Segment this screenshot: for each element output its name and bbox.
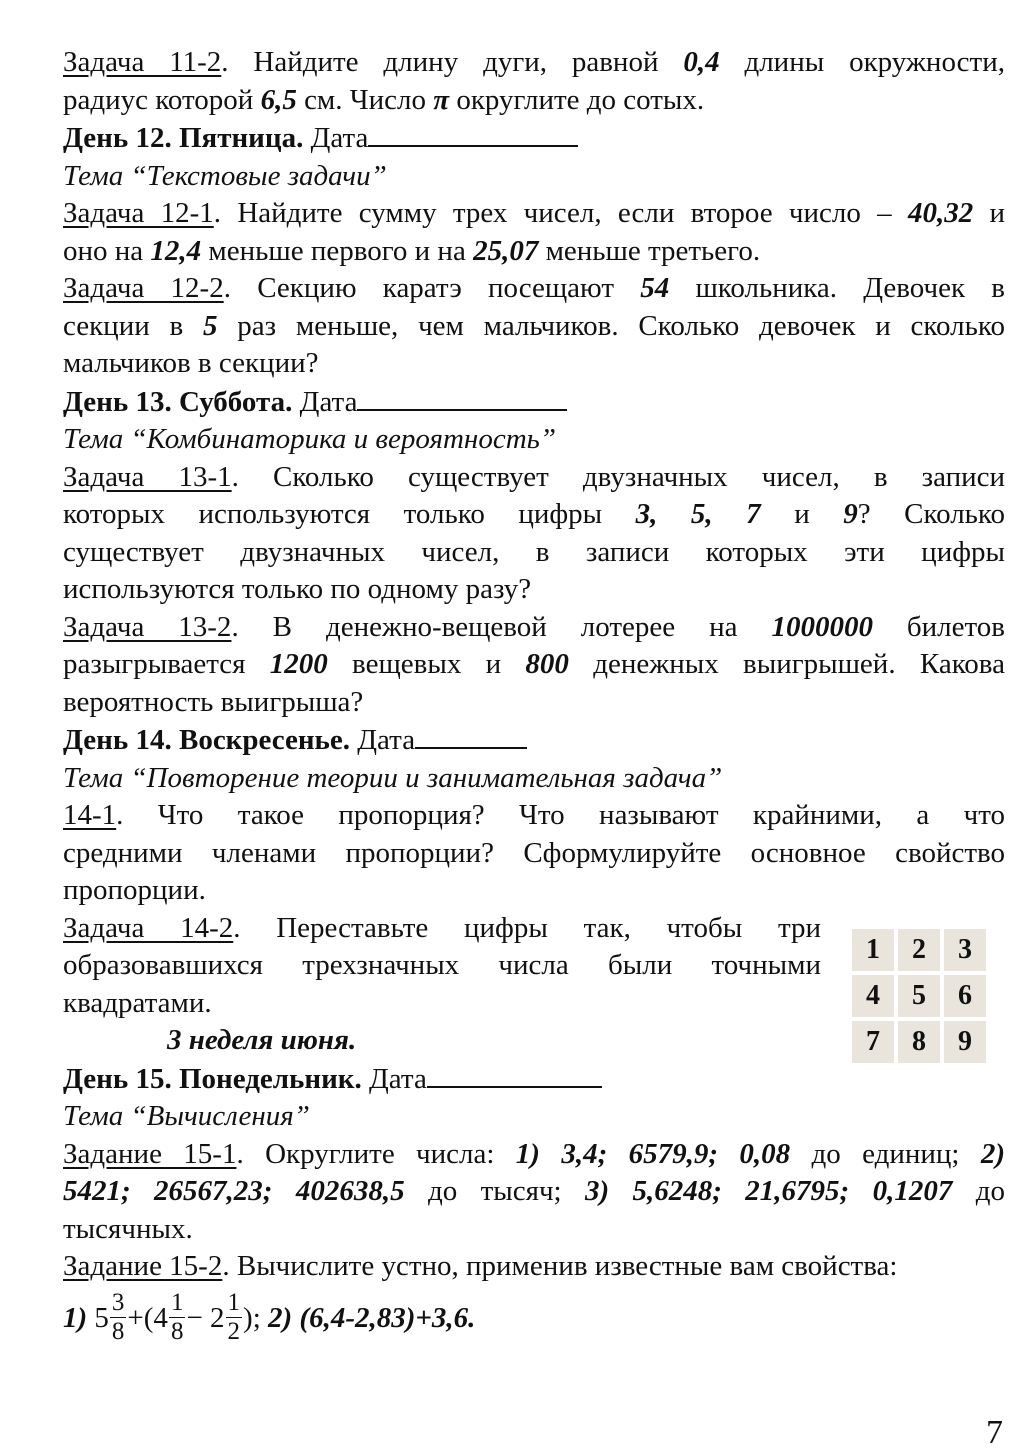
date-blank[interactable] (427, 1060, 602, 1088)
text: денежных выигрышей. Какова (568, 648, 1005, 680)
task-13-2-line-1 (63, 609, 1005, 647)
fraction (226, 1289, 243, 1346)
text: меньше третьего. (538, 234, 761, 267)
text: ? Сколько (857, 498, 1006, 530)
grid-cell: 5 (898, 975, 940, 1017)
text: секции в (63, 309, 203, 342)
task-15-1-line-1 (63, 1136, 1005, 1174)
digits: 3, 5, 7 (635, 498, 761, 530)
task-11-2-line-1 (63, 44, 1005, 82)
text: до единиц; (790, 1137, 981, 1170)
numerator: 1 (170, 1288, 184, 1316)
task-13-2-line-3: вероятность выигрыша? (63, 685, 364, 718)
item-number: 2) (980, 1137, 1005, 1170)
text: до (952, 1175, 1005, 1207)
operator: − 2 (186, 1301, 225, 1334)
week-heading: 3 неделя июня. (167, 1024, 357, 1056)
fraction (110, 1289, 127, 1346)
numerator: 3 (111, 1288, 125, 1316)
text: и (973, 197, 1005, 229)
grid-row (852, 975, 986, 1017)
operator: +(4 (127, 1301, 168, 1334)
task-label: Задача 13-1 (63, 460, 232, 493)
page-content (63, 44, 1005, 1349)
day-14-topic: Тема “Повторение теории и занимательная задача” (63, 761, 723, 794)
task-13-1-line-3: существует двузначных чисел, в записи которых эти цифры (63, 535, 1005, 568)
task-14-1-line-2: средними членами пропорции? Сформулируйте основное свойство (63, 836, 1005, 869)
text: . Найдите длину дуги, равной (221, 46, 684, 78)
task-label: Задача 14-2 (63, 911, 234, 944)
grid-cell: 4 (852, 975, 894, 1017)
number: 12,4 (150, 234, 202, 267)
text: . Найдите сумму трех чисел, если второе число – (213, 197, 908, 229)
text: раз меньше, чем мальчиков. Сколько девочек и сколько (217, 309, 1005, 342)
day-title: День 12. Пятница. (63, 122, 304, 154)
task-14-2-line-1 (63, 910, 821, 948)
date-label: Дата (303, 122, 369, 154)
number: 25,07 (473, 234, 539, 267)
task-label: Задача 12-2 (63, 272, 224, 304)
number: 800 (525, 648, 569, 680)
text: . Секцию каратэ посещают (223, 272, 641, 304)
day-12-heading (63, 119, 1005, 158)
date-label: Дата (361, 1062, 427, 1095)
day-13-heading (63, 383, 1005, 422)
date-blank[interactable] (368, 119, 578, 147)
text: . Вычислите устно, применив известные вам свойства: (222, 1250, 898, 1282)
number: 6,5 (260, 83, 297, 116)
denominator: 8 (170, 1317, 184, 1345)
numbers: 1) 3,4; 6579,9; 0,08 (515, 1137, 791, 1170)
grid-cell: 1 (852, 929, 894, 971)
text: см. Число (296, 83, 434, 116)
day-14-heading (63, 721, 1005, 760)
task-15-1-line-2 (63, 1173, 1005, 1211)
text: которых используются только цифры (63, 498, 636, 530)
task-13-1-line-2 (63, 496, 1005, 534)
date-label: Дата (292, 385, 358, 418)
text: округлите до сотых. (449, 83, 705, 116)
text: и (760, 498, 844, 530)
date-blank[interactable] (415, 721, 527, 749)
day-12-topic: Тема “Текстовые задачи” (63, 159, 387, 192)
text: радиус которой (63, 83, 261, 116)
task-14-1-line-1 (63, 797, 1005, 835)
digit-grid (848, 925, 990, 1067)
task-14-1-line-3: пропорции. (63, 874, 206, 906)
task-12-2-line-1 (63, 270, 1005, 308)
text: вещевых и (327, 648, 526, 680)
date-label: Дата (350, 724, 416, 756)
numerator: 1 (227, 1288, 241, 1316)
page-number: 7 (986, 1414, 1003, 1451)
task-15-2-line-1 (63, 1248, 1005, 1286)
grid-row (852, 929, 986, 971)
day-title: День 14. Воскресенье. (63, 724, 351, 756)
text: до тысяч; (404, 1175, 585, 1207)
task-12-1-line-1 (63, 195, 1005, 233)
text: школьника. Девочек в (669, 272, 1005, 304)
fraction (169, 1289, 186, 1346)
text: длины окружности, (719, 46, 1005, 78)
numbers: 5421; 26567,23; 402638,5 (63, 1175, 405, 1207)
grid-cell: 9 (944, 1021, 986, 1063)
expression-2: 2) (6,4-2,83)+3,6. (260, 1301, 476, 1334)
whole-part: 5 (94, 1301, 109, 1334)
number: 0,4 (683, 46, 720, 78)
denominator: 8 (111, 1317, 125, 1345)
text: . Переставьте цифры так, чтобы три (233, 911, 821, 944)
grid-cell: 6 (944, 975, 986, 1017)
task-12-1-line-2 (63, 233, 1005, 271)
task-label: Задание 15-1 (63, 1137, 237, 1170)
task-label: Задача 11-2 (63, 46, 222, 78)
task-label: Задача 12-1 (63, 197, 214, 229)
digit: 9 (843, 498, 858, 530)
task-15-2-expression (63, 1288, 1005, 1349)
text: . Сколько существует двузначных чисел, в записи (231, 460, 1006, 493)
text: меньше первого и на (201, 234, 474, 267)
task-13-1-line-1 (63, 459, 1005, 497)
task-14-2-line-2: образовавшихся трехзначных числа были точными (63, 949, 821, 981)
text: . Округлите числа: (236, 1137, 516, 1170)
grid-cell: 2 (898, 929, 940, 971)
operator: ); (243, 1301, 261, 1334)
text: . Что такое пропорция? Что называют крайними, а что (116, 799, 1005, 831)
grid-cell: 8 (898, 1021, 940, 1063)
number: 54 (640, 272, 670, 304)
number: 40,32 (907, 197, 974, 229)
date-blank[interactable] (357, 383, 567, 411)
task-13-2-line-2 (63, 646, 1005, 684)
number: 5 (203, 309, 218, 342)
task-label: 14-1 (63, 799, 117, 831)
number: 1200 (269, 648, 328, 680)
pi-symbol: π (433, 83, 450, 116)
task-12-2-line-2 (63, 308, 1005, 346)
denominator: 2 (227, 1317, 241, 1345)
task-14-2-line-3: квадратами. (63, 986, 212, 1019)
day-title: День 13. Суббота. (63, 385, 293, 418)
item-number: 1) (63, 1301, 88, 1334)
number: 1000000 (771, 610, 873, 643)
grid-cell: 7 (852, 1021, 894, 1063)
task-11-2-line-2 (63, 82, 1005, 120)
task-12-2-line-3: мальчиков в секции? (63, 347, 319, 379)
text: билетов (872, 610, 1005, 643)
text: оно на (63, 234, 151, 267)
day-13-topic: Тема “Комбинаторика и вероятность” (63, 423, 556, 455)
task-label: Задача 13-2 (63, 610, 232, 643)
numbers: 3) 5,6248; 21,6795; 0,1207 (584, 1175, 953, 1207)
day-15-topic: Тема “Вычисления” (63, 1100, 310, 1132)
day-title: День 15. Понедельник. (63, 1062, 362, 1095)
text: разыгрывается (63, 648, 270, 680)
grid-row (852, 1021, 986, 1063)
task-label: Задание 15-2 (63, 1250, 223, 1282)
grid-cell: 3 (944, 929, 986, 971)
text: . В денежно-вещевой лотерее на (231, 610, 772, 643)
task-15-1-line-3: тысячных. (63, 1212, 193, 1245)
task-13-1-line-4: используются только по одному разу? (63, 573, 532, 605)
